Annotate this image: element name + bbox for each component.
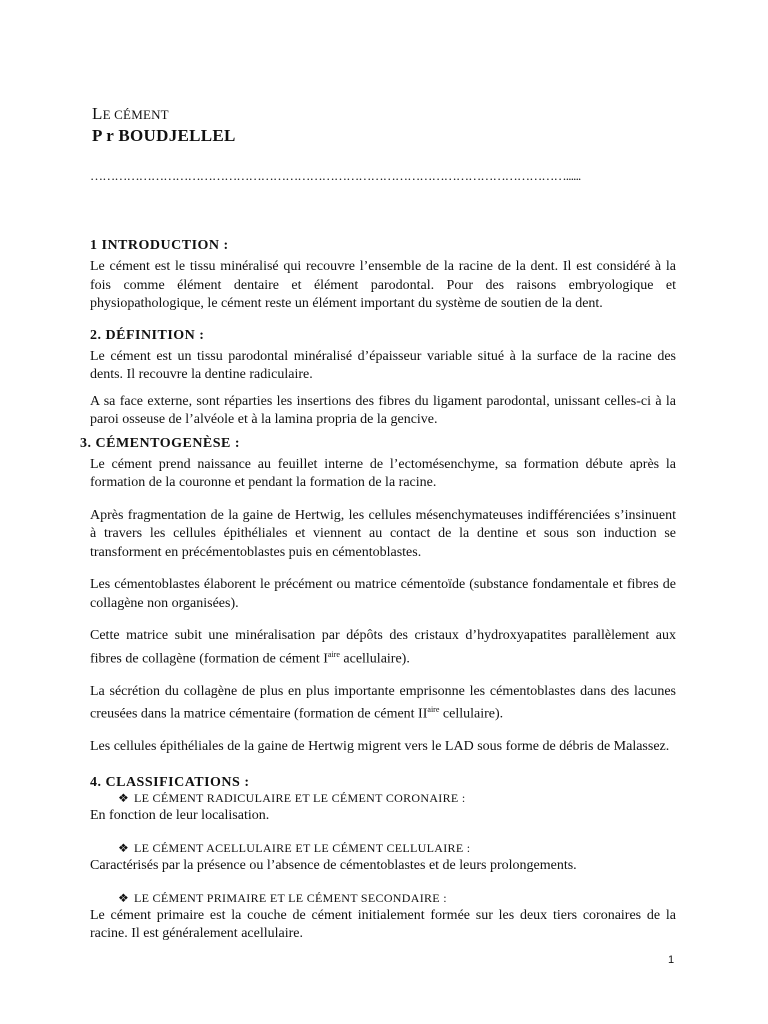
section-introduction	[90, 238, 676, 314]
document-title	[92, 104, 169, 124]
paragraph-text: Cette matrice subit une minéralisation par dépôts des cristaux d’hydroxyapatites parallèlement aux fibres de collagène (formation de cément I	[90, 628, 676, 667]
paragraph	[90, 683, 676, 725]
paragraph-text: cellulaire).	[439, 706, 504, 722]
superscript: aire	[427, 705, 440, 715]
author-initial: P	[92, 126, 102, 145]
dotted-separator: ………………………………………………………………………………………………………......	[90, 168, 581, 183]
classification-label: LE CÉMENT ACELLULAIRE ET LE CÉMENT CELLULAIRE :	[134, 840, 471, 855]
author-line	[92, 126, 236, 146]
section-classifications	[90, 775, 676, 944]
section-cementogenese	[80, 435, 676, 757]
paragraph-text: acellulaire).	[339, 651, 410, 667]
section-heading: 1 INTRODUCTION :	[90, 238, 229, 253]
classification-item-label	[118, 891, 676, 906]
section-heading: 2. DÉFINITION :	[90, 327, 205, 343]
paragraph: Le cément est un tissu parodontal minéralisé d’épaisseur variable situé à la surface de la racine des dents. Il recouvre la dentine radiculaire.	[90, 348, 676, 382]
page-number: 1	[668, 954, 675, 966]
diamond-bullet-icon: ❖	[118, 840, 130, 855]
diamond-bullet-icon: ❖	[118, 790, 130, 805]
diamond-bullet-icon: ❖	[118, 890, 130, 905]
paragraph	[90, 627, 676, 669]
classification-label: LE CÉMENT PRIMAIRE ET LE CÉMENT SECONDAIRE :	[134, 890, 447, 905]
classification-label: LE CÉMENT RADICULAIRE ET LE CÉMENT CORONAIRE :	[134, 790, 466, 805]
paragraph: A sa face externe, sont réparties les insertions des fibres du ligament parodontal, unissant celles-ci à la paroi osseuse de l’alvéole et à la lamina propria de la gencive.	[90, 393, 676, 427]
paragraph: Le cément est le tissu minéralisé qui recouvre l’ensemble de la racine de la dent. Il est considéré à la fois comme élément dentaire et élément parodontal. Pour des raisons embryologique et physiopathologique, le cément reste un élément important du système de soutien de la dent.	[90, 259, 676, 311]
title-rest: E CÉMENT	[102, 107, 169, 122]
title-initial: L	[92, 104, 103, 123]
paragraph: Les cellules épithéliales de la gaine de Hertwig migrent vers le LAD sous forme de débris de Malassez.	[90, 739, 670, 755]
section-heading: 4. CLASSIFICATIONS :	[90, 774, 250, 790]
classification-item-label	[118, 841, 676, 856]
paragraph: Le cément prend naissance au feuillet interne de l’ectomésenchyme, sa formation débute après la formation de la couronne et pendant la formation de la racine.	[90, 456, 676, 490]
paragraph: Après fragmentation de la gaine de Hertwig, les cellules mésenchymateuses indifférenciées s’insinuent à travers les cellules épithéliales et viennent au contact de la dentine et sous son induction se transforment en précémentoblastes puis en cémentoblastes.	[90, 507, 676, 560]
section-definition	[90, 328, 676, 430]
section-heading: 3. CÉMENTOGENÈSE :	[80, 435, 241, 451]
classification-text: Le cément primaire est la couche de cément initialement formée sur les deux tiers coronaires de la racine. Il est généralement acellulaire.	[90, 907, 676, 942]
author-name: r BOUDJELLEL	[101, 126, 236, 145]
classification-item-label	[118, 791, 676, 806]
paragraph-text: La sécrétion du collagène de plus en plus importante emprisonne les cémentoblastes dans des lacunes creusées dans la matrice cémentaire (formation de cément II	[90, 683, 676, 722]
classification-text: Caractérisés par la présence ou l’absence de cémentoblastes et de leurs prolongements.	[90, 857, 577, 873]
classification-text: En fonction de leur localisation.	[90, 807, 270, 823]
document-body	[80, 238, 676, 956]
paragraph: Les cémentoblastes élaborent le précément ou matrice cémentoïde (substance fondamentale et fibres de collagène non organisées).	[90, 577, 676, 611]
superscript: aire	[327, 649, 340, 659]
